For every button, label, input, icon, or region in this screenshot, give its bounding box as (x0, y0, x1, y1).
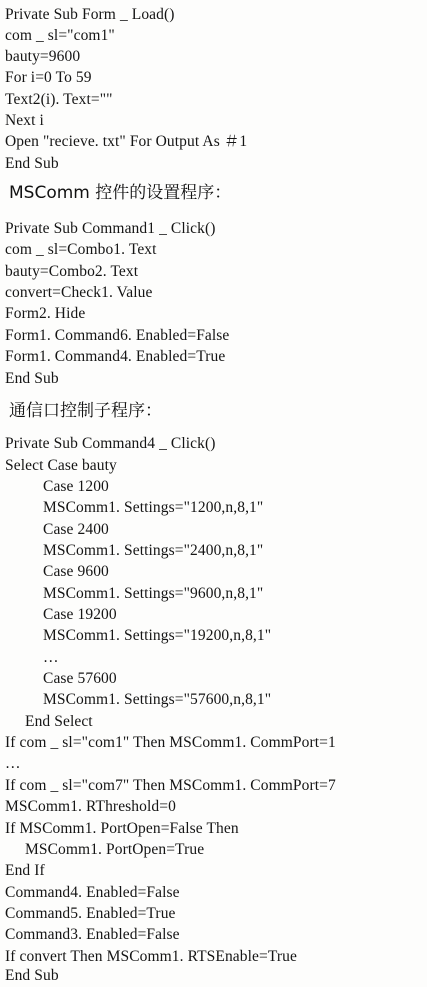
code-line: If com _ sl="com1" Then MSComm1. CommPort=1 (5, 734, 336, 751)
code-line: Private Sub Command1 _ Click() (5, 220, 216, 237)
code-line: convert=Check1. Value (5, 284, 153, 301)
code-line: Text2(i). Text="" (5, 91, 113, 108)
code-line: Select Case bauty (5, 457, 117, 474)
code-line: If com _ sl="com7" Then MSComm1. CommPort=7 (5, 777, 336, 794)
code-line: com _ sl=Combo1. Text (5, 241, 157, 258)
code-line: For i=0 To 59 (5, 69, 92, 86)
code-line: MSComm1. Settings="2400,n,8,1" (43, 542, 264, 559)
section-heading: MSComm 控件的设置程序： (9, 183, 232, 203)
code-line: End Select (25, 713, 93, 730)
code-line: Case 9600 (43, 563, 109, 580)
code-line: Form1. Command4. Enabled=True (5, 348, 226, 365)
code-line: If convert Then MSComm1. RTSEnable=True (5, 948, 297, 965)
code-line: If MSComm1. PortOpen=False Then (5, 820, 239, 837)
code-line: Command5. Enabled=True (5, 905, 176, 922)
code-line: MSComm1. Settings="1200,n,8,1" (43, 499, 264, 516)
code-line: MSComm1. Settings="9600,n,8,1" (43, 585, 264, 602)
code-line: Case 57600 (43, 670, 117, 687)
code-line: Case 19200 (43, 606, 117, 623)
code-line: … (5, 755, 21, 772)
code-line: MSComm1. RThreshold=0 (5, 798, 176, 815)
code-line: Private Sub Form _ Load() (5, 6, 175, 23)
section-heading: 通信口控制子程序： (9, 401, 162, 421)
code-line: … (43, 649, 59, 666)
code-line: MSComm1. PortOpen=True (25, 841, 205, 858)
code-line: Open "recieve. txt" For Output As ＃1 (5, 133, 248, 150)
code-line: MSComm1. Settings="19200,n,8,1" (43, 627, 272, 644)
code-line: com _ sl="com1" (5, 27, 115, 44)
code-line: Case 1200 (43, 478, 109, 495)
code-line: MSComm1. Settings="57600,n,8,1" (43, 691, 272, 708)
code-line: End If (5, 862, 45, 879)
code-line: End Sub (5, 155, 59, 172)
code-line: Private Sub Command4 _ Click() (5, 435, 216, 452)
code-line: End Sub (5, 370, 59, 387)
code-line: Command3. Enabled=False (5, 926, 180, 943)
code-line: Command4. Enabled=False (5, 884, 180, 901)
code-line: bauty=9600 (5, 48, 81, 65)
code-line: Case 2400 (43, 521, 109, 538)
code-line: bauty=Combo2. Text (5, 263, 139, 280)
code-line: End Sub (5, 967, 59, 984)
code-line: Form1. Command6. Enabled=False (5, 327, 230, 344)
code-line: Form2. Hide (5, 305, 86, 322)
code-line: Next i (5, 112, 44, 129)
